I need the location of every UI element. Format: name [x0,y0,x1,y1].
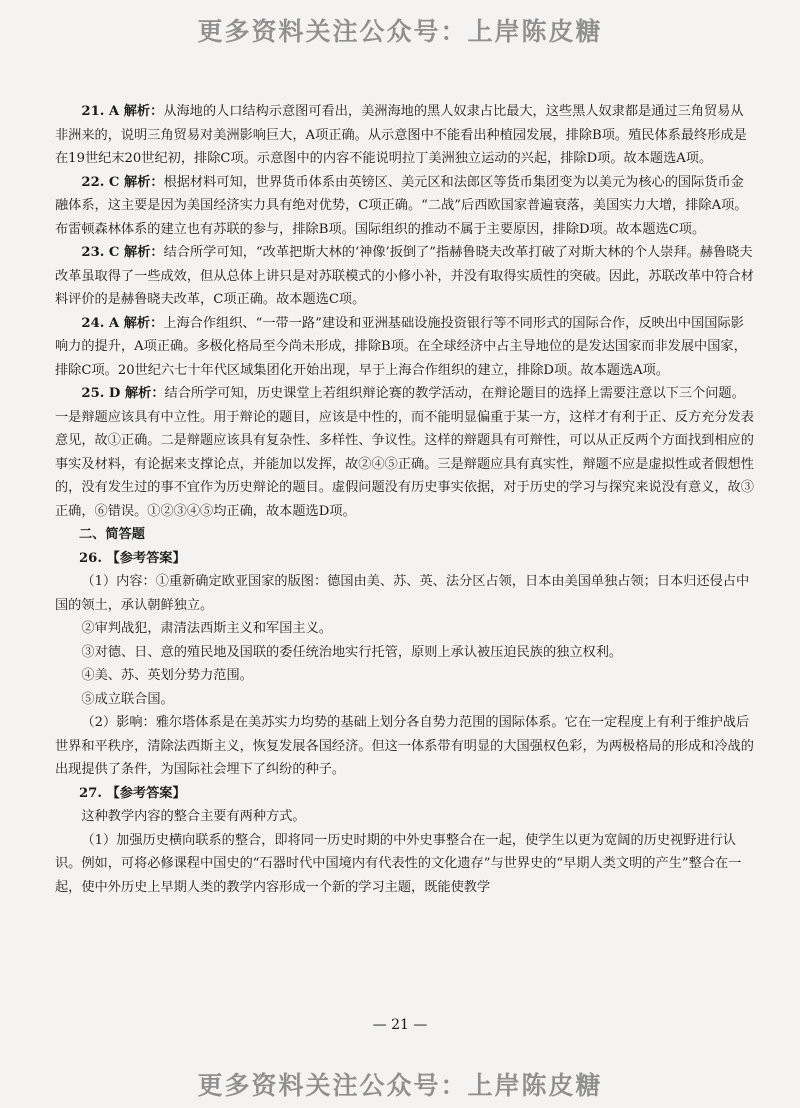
watermark-banner-top: 更多资料关注公众号：上岸陈皮糖 [197,17,603,46]
answer-text: 结合所学可知，“改革把斯大林的‘神像’扳倒了”指赫鲁晓夫改革打破了对斯大林的个人崇拜。赫鲁晓夫改革虽取得了一些成效，但从总体上讲只是对苏联模式的小修小补，并没有取得实质性的突破。因此，苏联改革中符合材料评价的是赫鲁晓夫改革，C项正确。故本题选C项。 [55,245,754,307]
question-26-line: （1）内容：①重新确定欧亚国家的版图：德国由美、苏、英、法分区占领，日本由美国单独占领；日本归还侵占中国的领土，承认朝鲜独立。 [55,574,750,613]
question-26-line: ②审判战犯，肃清法西斯主义和军国主义。 [81,621,332,636]
question-26-line: （2）影响：雅尔塔体系是在美苏实力均势的基础上划分各自势力范围的国际体系。它在一定程度上有利于维护战后世界和平秩序，清除法西斯主义，恢复发展各国经济。但这一体系带有明显的大国强权色彩，为两极格局的形成和冷战的出现提供了条件，为国际社会埋下了纠纷的种子。 [55,715,754,777]
answer-label: 25. D 解析： [81,386,165,401]
question-26-line: ⑤成立联合国。 [81,691,174,707]
question-27-heading: 27. 【参考答案】 [79,785,186,801]
section-title: 二、简答题 [79,527,145,542]
answer-22 [55,171,755,242]
answer-24 [55,312,755,383]
page-number: — 21 — [372,1017,428,1033]
document-body [55,100,755,899]
answer-text: 上海合作组织、“一带一路”建设和亚洲基础设施投资银行等不同形式的国际合作，反映出中国国际影响力的提升，A项正确。多极化格局至今尚未形成，排除B项。在全球经济中占主导地位的是发达国家而非发展中国家，排除C项。20世纪六七十年代区域集团化开始出现，早于上海合作组织的建立，排除D项。故本题选A项。 [55,315,747,378]
answer-label: 23. C 解析： [81,245,164,260]
question-26-heading: 26. 【参考答案】 [79,550,186,566]
answer-21 [55,100,755,171]
answer-text: 根据材料可知，世界货币体系由英镑区、美元区和法郎区等货币集团变为以美元为核心的国际货币金融体系，这主要是因为美国经济实力具有绝对优势，C项正确。“二战”后西欧国家普遍衰落，美国实力大增，排除A项。布雷顿森林体系的建立也有苏联的参与，排除B项。国际组织的推动不属于主要原因，排除D项。故本题选C项。 [55,174,748,237]
watermark-banner-bottom: 更多资料关注公众号：上岸陈皮糖 [197,1071,603,1100]
question-26-line: ④美、苏、英划分势力范围。 [81,668,253,683]
answer-23 [55,241,755,312]
answer-label: 22. C 解析： [81,174,164,190]
answer-label: 21. A 解析： [81,104,164,119]
question-26-line: ③对德、日、意的殖民地及国联的委任统治地实行托管，原则上承认被压迫民族的独立权利。 [81,644,623,660]
answer-text: 结合所学可知，历史课堂上若组织辩论赛的教学活动，在辩论题目的选择上需要注意以下三个问题。一是辩题应该具有中立性。用于辩论的题目，应该是中性的，而不能明显偏重于某一方，这样才有利于正、反方充分发表意见，故①正确。二是辩题应该具有复杂性、多样性、争议性。这样的辩题具有可辩性，可以从正反两个方面找到相应的事实及材料，有论据来支撑论点，并能加以发挥，故②④⑤正确。三是辩题应具有真实性，辩题不应是虚拟性或者假想性的，没有发生过的事不宜作为历史辩论的题目。虚假问题没有历史事实依据，对于历史的学习与探究来说没有意义，故③正确，⑥错误。①②③④⑤均正确，故本题选D项。 [55,386,754,519]
question-27-line: （1）加强历史横向联系的整合，即将同一历史时期的中外史事整合在一起，使学生以更为宽阔的历史视野进行认识。例如，可将必修课程中国史的“石器时代中国境内有代表性的文化遗存”与世界史的“早期人类文明的产生”整合在一起，使中外历史上早期人类的教学内容形成一个新的学习主题，既能使教学 [55,832,742,895]
answer-label: 24. A 解析： [81,315,164,331]
answer-text: 从海地的人口结构示意图可看出，美洲海地的黑人奴隶占比最大，这些黑人奴隶都是通过三角贸易从非洲来的，说明三角贸易对美洲影响巨大，A项正确。从示意图中不能看出种植园发展，排除B项。殖民体系最终形成是在19世纪末20世纪初，排除C项。示意图中的内容不能说明拉丁美洲独立运动的兴起，排除D项。故本题选A项。 [55,104,747,166]
question-27-line: 这种教学内容的整合主要有两种方式。 [81,809,306,824]
answer-25 [55,382,755,523]
